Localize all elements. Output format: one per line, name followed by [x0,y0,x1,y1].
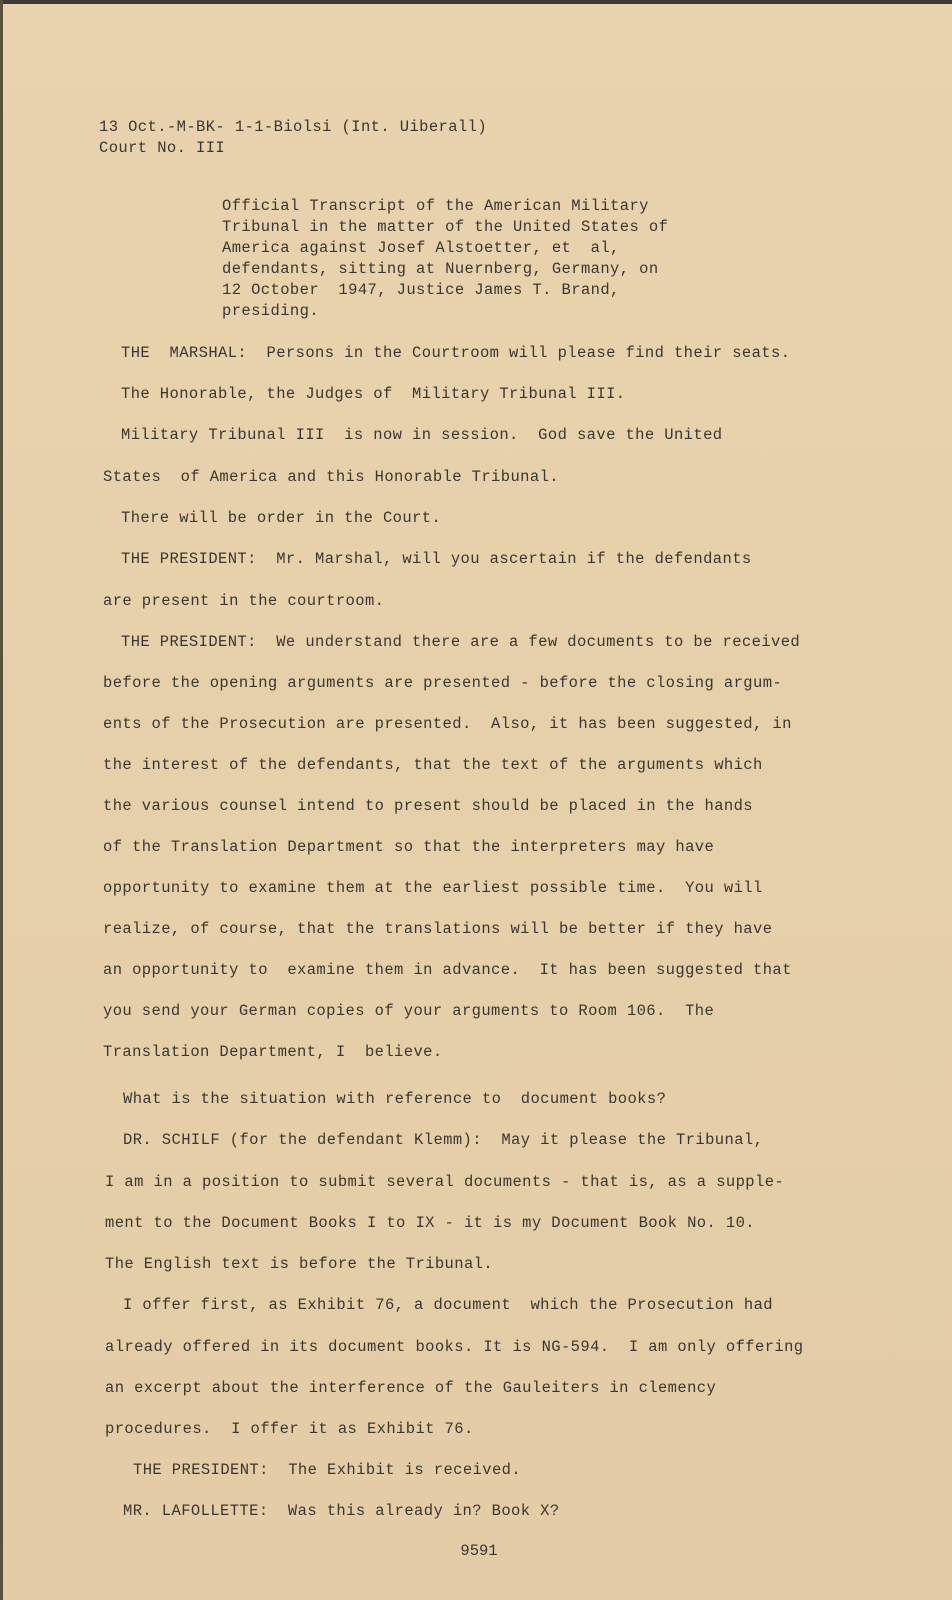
body-line: of the Translation Department so that the interpreters may have [103,838,715,856]
body-line: an opportunity to examine them in advance. It has been suggested that [103,961,792,979]
body-line: I am in a position to submit several documents - that is, as a supple- [105,1173,785,1191]
header-line-2: Court No. III [99,139,226,157]
body-line: States of America and this Honorable Tribunal. [103,468,559,486]
body-line: What is the situation with reference to document books? [123,1090,667,1108]
caption-line: Tribunal in the matter of the United States of [222,218,669,236]
body-line: already offered in its document books. It is NG-594. I am only offering [105,1338,804,1356]
body-line: THE PRESIDENT: We understand there are a few documents to be received [121,633,801,651]
body-line: DR. SCHILF (for the defendant Klemm): May it please the Tribunal, [123,1131,764,1149]
body-line: There will be order in the Court. [121,509,442,527]
body-line: ents of the Prosecution are presented. Also, it has been suggested, in [103,715,792,733]
body-line: THE PRESIDENT: Mr. Marshal, will you ascertain if the defendants [121,550,752,568]
body-line: you send your German copies of your arguments to Room 106. The [103,1002,715,1020]
body-line: Translation Department, I believe. [103,1043,443,1061]
page-number: 9591 [460,1542,498,1560]
caption-line: presiding. [222,302,320,320]
body-line: realize, of course, that the translations will be better if they have [103,920,773,938]
body-line: THE MARSHAL: Persons in the Courtroom will please find their seats. [121,344,791,362]
body-line: ment to the Document Books I to IX - it is my Document Book No. 10. [105,1214,756,1232]
body-line: THE PRESIDENT: The Exhibit is received. [133,1461,522,1479]
body-line: the interest of the defendants, that the text of the arguments which [103,756,763,774]
caption-line: Official Transcript of the American Military [222,197,649,215]
body-line: The English text is before the Tribunal. [105,1255,494,1273]
body-line: an excerpt about the interference of the Gauleiters in clemency [105,1379,717,1397]
body-line: The Honorable, the Judges of Military Tribunal III. [121,385,626,403]
caption-line: America against Josef Alstoetter, et al, [222,239,620,257]
caption-line: defendants, sitting at Nuernberg, Germany, on [222,260,659,278]
body-line: before the opening arguments are presented - before the closing argum- [103,674,783,692]
header-line-1: 13 Oct.-M-BK- 1-1-Biolsi (Int. Uiberall) [99,118,488,136]
body-line: are present in the courtroom. [103,592,385,610]
page-top-edge [3,0,952,4]
body-line: opportunity to examine them at the earliest possible time. You will [103,879,763,897]
body-line: Military Tribunal III is now in session. God save the United [121,426,723,444]
body-line: MR. LAFOLLETTE: Was this already in? Book X? [123,1502,560,1520]
caption-line: 12 October 1947, Justice James T. Brand, [222,281,620,299]
body-line: procedures. I offer it as Exhibit 76. [105,1420,474,1438]
body-line: I offer first, as Exhibit 76, a document which the Prosecution had [123,1296,774,1314]
body-line: the various counsel intend to present should be placed in the hands [103,797,754,815]
